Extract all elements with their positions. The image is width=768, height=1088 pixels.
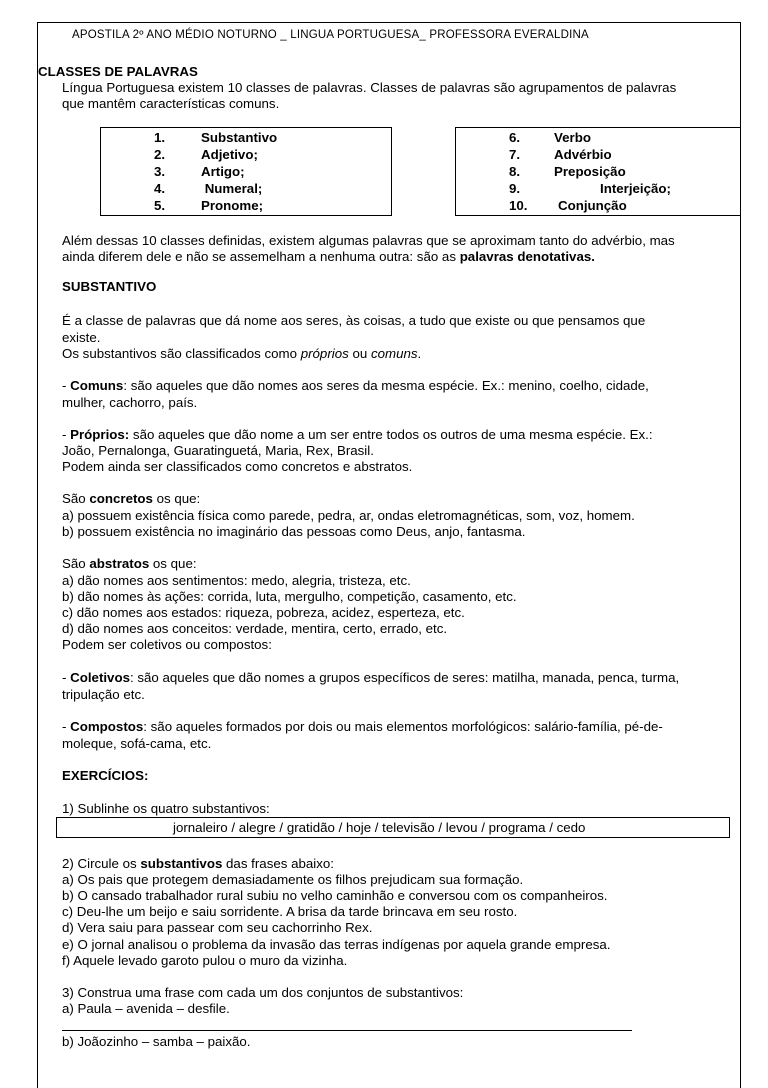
comuns-line-1: - Comuns: são aqueles que dão nomes aos seres da mesma espécie. Ex.: menino, coelho, cidade,	[62, 378, 649, 393]
abstratos-item-d: d) dão nomes aos conceitos: verdade, mentira, certo, errado, etc.	[62, 621, 448, 636]
concretos-item-b: b) possuem existência no imaginário das pessoas como Deus, anjo, fantasma.	[62, 524, 526, 539]
exercise-2-item-b: b) O cansado trabalhador rural subiu no velho caminhão e conversou com os companheiros.	[62, 888, 608, 903]
exercise-2-item-e: e) O jornal analisou o problema da invasão das terras indígenas por aquela grande empresa.	[62, 937, 611, 952]
exercise-2-item-c: c) Deu-lhe um beijo e saiu sorridente. A brisa da tarde brincava em seu rosto.	[62, 904, 518, 919]
compostos-line-2: moleque, sofá-cama, etc.	[62, 736, 212, 751]
exercise-3-item-b: b) Joãozinho – samba – paixão.	[62, 1034, 251, 1049]
exercise-2-prompt: 2) Circule os substantivos das frases abaixo:	[62, 856, 334, 871]
abstratos-footer: Podem ser coletivos ou compostos:	[62, 637, 272, 652]
section-title-substantivo: SUBSTANTIVO	[62, 279, 157, 294]
concretos-title: São concretos os que:	[62, 491, 201, 506]
coletivos-line-1: - Coletivos: são aqueles que dão nomes a grupos específicos de seres: matilha, manada, penca, turma,	[62, 670, 680, 685]
abstratos-item-c: c) dão nomes aos estados: riqueza, pobreza, acidez, esperteza, etc.	[62, 605, 465, 620]
class-label-6: Verbo	[554, 130, 591, 145]
intro-line-1: Língua Portuguesa existem 10 classes de palavras. Classes de palavras são agrupamentos de palavras	[62, 80, 677, 95]
section-title-classes: CLASSES DE PALAVRAS	[38, 64, 198, 79]
class-label-7: Advérbio	[554, 147, 612, 162]
class-num-5: 5.	[154, 198, 166, 213]
substantivo-classificacao: Os substantivos são classificados como próprios ou comuns.	[62, 346, 422, 361]
proprios-line-3: Podem ainda ser classificados como concretos e abstratos.	[62, 459, 413, 474]
exercise-3-item-a: a) Paula – avenida – desfile.	[62, 1001, 230, 1016]
class-num-10: 10.	[509, 198, 528, 213]
compostos-line-1: - Compostos: são aqueles formados por dois ou mais elementos morfológicos: salário-família, pé-de-	[62, 719, 663, 734]
section-title-exercicios: EXERCÍCIOS:	[62, 768, 149, 783]
substantivo-def-2: existe.	[62, 330, 101, 345]
class-num-8: 8.	[509, 164, 521, 179]
answer-line[interactable]	[62, 1030, 632, 1031]
class-num-1: 1.	[154, 130, 166, 145]
class-num-9: 9.	[509, 181, 521, 196]
exercise-2-item-d: d) Vera saiu para passear com seu cachorrinho Rex.	[62, 920, 373, 935]
proprios-line-1: - Próprios: são aqueles que dão nome a um ser entre todos os outros de uma mesma espécie. Ex.:	[62, 427, 653, 442]
class-label-3: Artigo;	[201, 164, 245, 179]
abstratos-item-a: a) dão nomes aos sentimentos: medo, alegria, tristeza, etc.	[62, 573, 411, 588]
class-label-9: Interjeição;	[600, 181, 671, 196]
denotativas-line-2: ainda diferem dele e não se assemelham a nenhuma outra: são as palavras denotativas.	[62, 249, 595, 264]
class-num-3: 3.	[154, 164, 166, 179]
comuns-line-2: mulher, cachorro, país.	[62, 395, 198, 410]
proprios-line-2: João, Pernalonga, Guaratinguetá, Maria, Rex, Brasil.	[62, 443, 374, 458]
class-num-2: 2.	[154, 147, 166, 162]
class-label-10: Conjunção	[558, 198, 627, 213]
substantivo-def-1: É a classe de palavras que dá nome aos seres, às coisas, a tudo que existe ou que pensamos que	[62, 313, 646, 328]
exercise-1-words: jornaleiro / alegre / gratidão / hoje / televisão / levou / programa / cedo	[173, 820, 586, 835]
abstratos-title: São abstratos os que:	[62, 556, 197, 571]
class-num-6: 6.	[509, 130, 521, 145]
class-label-1: Substantivo	[201, 130, 278, 145]
class-label-5: Pronome;	[201, 198, 264, 213]
class-label-4: Numeral;	[201, 181, 263, 196]
denotativas-line-1: Além dessas 10 classes definidas, existem algumas palavras que se aproximam tanto do advérbio, mas	[62, 233, 675, 248]
abstratos-item-b: b) dão nomes às ações: corrida, luta, mergulho, competição, casamento, etc.	[62, 589, 517, 604]
class-num-4: 4.	[154, 181, 166, 196]
exercise-2-item-f: f) Aquele levado garoto pulou o muro da vizinha.	[62, 953, 348, 968]
class-label-2: Adjetivo;	[201, 147, 258, 162]
class-label-8: Preposição	[554, 164, 626, 179]
coletivos-line-2: tripulação etc.	[62, 687, 145, 702]
concretos-item-a: a) possuem existência física como parede, pedra, ar, ondas eletromagnéticas, som, voz, homem.	[62, 508, 635, 523]
exercise-3-prompt: 3) Construa uma frase com cada um dos conjuntos de substantivos:	[62, 985, 464, 1000]
page-header: APOSTILA 2º ANO MÉDIO NOTURNO _ LINGUA PORTUGUESA_ PROFESSORA EVERALDINA	[72, 29, 589, 41]
exercise-2-item-a: a) Os pais que protegem demasiadamente os filhos prejudicam sua formação.	[62, 872, 524, 887]
exercise-1-prompt: 1) Sublinhe os quatro substantivos:	[62, 801, 270, 816]
class-num-7: 7.	[509, 147, 521, 162]
intro-line-2: que mantêm características comuns.	[62, 96, 280, 111]
